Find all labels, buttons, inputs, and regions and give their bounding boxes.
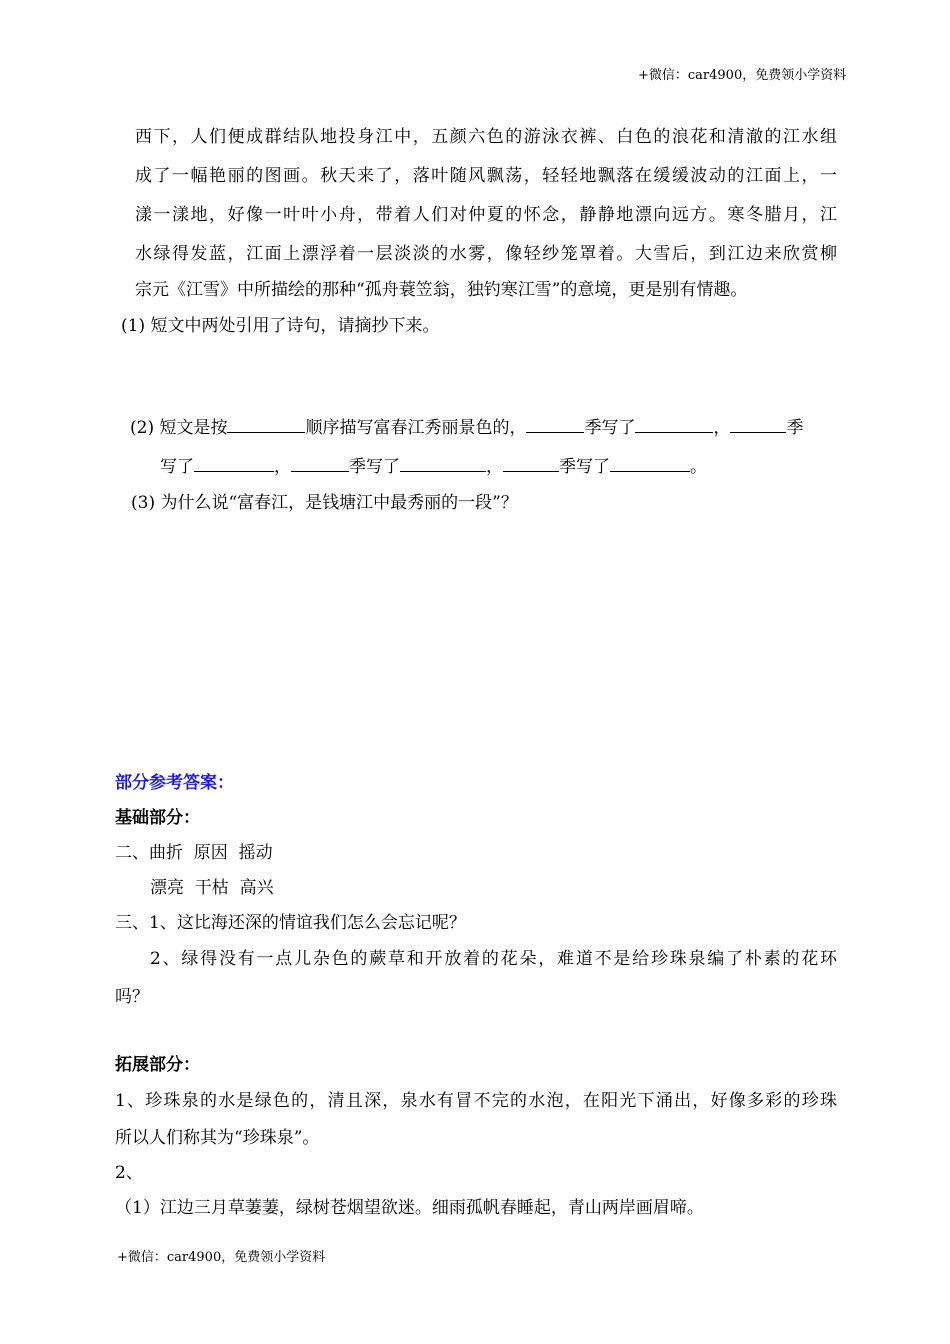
question-3: (3) 为什么说“富春江，是钱塘江中最秀丽的一段”？ (131, 493, 518, 513)
fill-blank[interactable] (194, 454, 274, 472)
fill-blank[interactable] (291, 454, 349, 472)
q2-end: 。 (690, 457, 707, 477)
passage-line: 水绿得发蓝，江面上漂浮着一层淡淡的水雾，像轻纱笼罩着。大雪后，到江边来欣赏柳 (135, 244, 837, 264)
fill-blank[interactable] (526, 415, 584, 433)
question-1: (1) 短文中两处引用了诗句，请摘抄下来。 (121, 316, 440, 336)
question-2-line-1 (130, 413, 803, 438)
answer-line: 三、1、这比海还深的情谊我们怎么会忘记呢？ (115, 913, 466, 933)
page-footer-watermark: +微信：car4900，免费领小学资料 (117, 1250, 326, 1265)
question-2-line-2 (160, 452, 707, 477)
fill-blank[interactable] (610, 454, 690, 472)
fill-blank[interactable] (503, 454, 559, 472)
q2-comma: ， (486, 457, 503, 477)
passage-line: 成了一幅艳丽的图画。秋天来了，落叶随风飘荡，轻轻地飘落在缓缓波动的江面上，一 (135, 166, 837, 186)
q2-line2-start: 写了 (160, 457, 194, 477)
answer-line: 漂亮 干枯 高兴 (150, 878, 274, 898)
q2-season-suffix: 季写了 (349, 457, 400, 477)
q2-line1-end: 季 (786, 418, 804, 438)
fill-blank[interactable] (400, 454, 486, 472)
q2-comma: ， (713, 418, 731, 438)
answers-title: 部分参考答案： (115, 773, 234, 793)
q2-season-suffix: 季写了 (584, 418, 636, 438)
extension-section-title: 拓展部分： (115, 1055, 200, 1075)
fill-blank[interactable] (635, 415, 713, 433)
passage-line: 漾一漾地，好像一叶叶小舟，带着人们对仲夏的怀念，静静地漂向远方。寒冬腊月，江 (135, 205, 837, 225)
q2-text: 顺序描写富春江秀丽景色的， (305, 418, 527, 438)
q2-comma: ， (274, 457, 291, 477)
fill-blank[interactable] (227, 415, 305, 433)
page-header-watermark: +微信：car4900，免费领小学资料 (638, 68, 847, 83)
basic-section-title: 基础部分： (115, 808, 200, 828)
answer-line: 二、曲折 原因 摇动 (115, 843, 273, 863)
fill-blank[interactable] (730, 415, 786, 433)
answer-line: 吗？ (115, 987, 149, 1007)
answer-line: 1、珍珠泉的水是绿色的，清且深，泉水有冒不完的水泡，在阳光下涌出，好像多彩的珍珠 (115, 1091, 837, 1111)
passage-line: 西下，人们便成群结队地投身江中，五颜六色的游泳衣裤、白色的浪花和清澈的江水组 (135, 127, 837, 147)
answer-line: （1）江边三月草萋萋，绿树苍烟望欲迷。细雨孤帆春睡起，青山两岸画眉啼。 (115, 1198, 704, 1218)
q2-prefix: (2) 短文是按 (130, 418, 228, 438)
passage-line: 宗元《江雪》中所描绘的那种“孤舟蓑笠翁，独钓寒江雪”的意境，更是别有情趣。 (135, 280, 748, 300)
answer-line: 所以人们称其为“珍珠泉”。 (115, 1128, 320, 1148)
q2-season-suffix: 季写了 (559, 457, 610, 477)
answer-line: 2、 (115, 1163, 143, 1183)
answer-line: 2、绿得没有一点儿杂色的蕨草和开放着的花朵，难道不是给珍珠泉编了朴素的花环 (150, 949, 837, 969)
